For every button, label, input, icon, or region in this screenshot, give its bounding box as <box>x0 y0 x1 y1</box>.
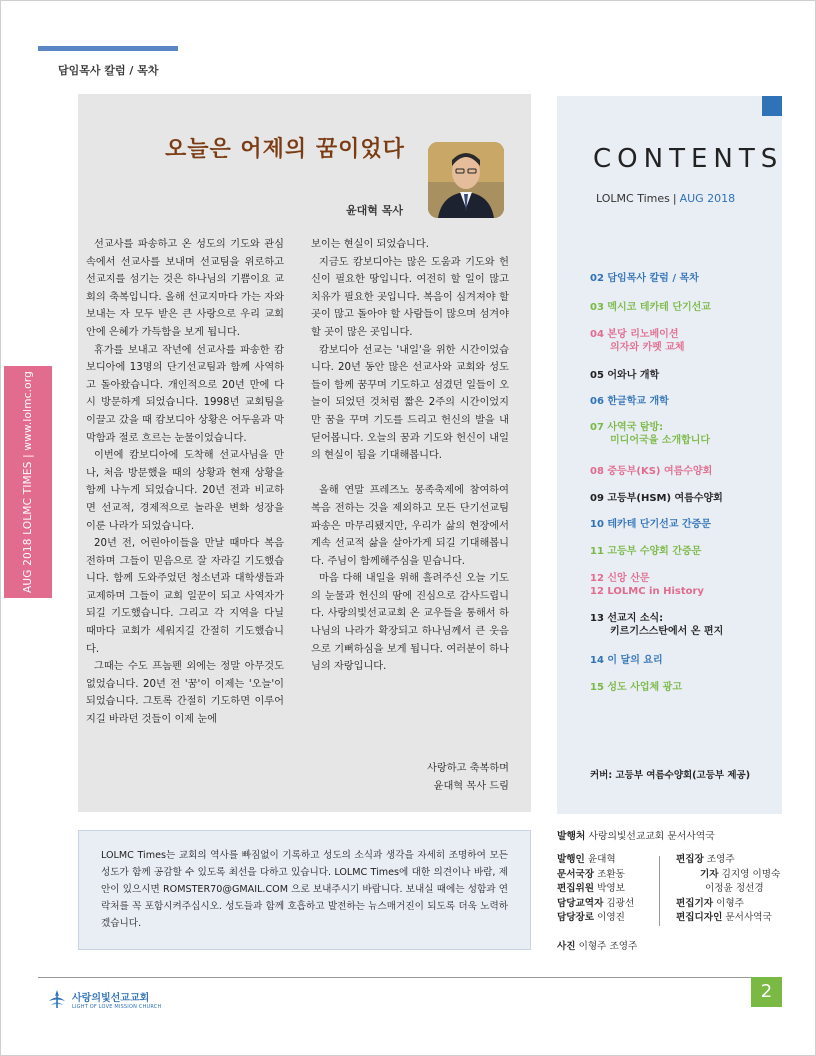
issue-date: AUG 2018 <box>679 192 736 205</box>
staff-row <box>557 897 634 912</box>
church-logo <box>46 988 161 1010</box>
toc-item-text: 09 고등부(HSM) 여름수양회 <box>590 493 723 504</box>
staff-row <box>676 897 780 912</box>
staff-row <box>557 853 634 868</box>
staff-row <box>557 882 634 897</box>
paragraph: 선교사를 파송하고 온 성도의 기도와 관심 속에서 선교사를 보내며 선교팀을 위로하고 선교지를 섬기는 것은 하나님의 기쁨이요 교회의 축복입니다. 올해 선교지마다 가는 자와 보내는 자 모두 받은 큰 사랑으로 우리 교회 안에 은혜가 가득함을 보게 됩니다. <box>86 239 284 338</box>
toc-item-text: 08 중등부(KS) 여름수양회 <box>590 466 713 477</box>
masthead-staff-left <box>557 853 634 926</box>
article-column-right <box>311 236 509 676</box>
toc-item[interactable] <box>590 612 780 638</box>
paragraph: 캄보디아 선교는 '내일'을 위한 시간이었습니다. 20년 동안 많은 선교사와 교회와 성도들이 함께 꿈꾸며 기도하고 섬겼던 일들이 오늘이 되었던 것처럼 짧은 2주의 시간이었지만 꿈을 꾸며 기도를 드리고 헌신의 발을 내딛어봅니다. 오늘의 꿈과 기도와 헌신이 내일의 현실이 됨을 기대해봅니다. <box>311 344 509 462</box>
toc-item-subtext: 미디어국을 소개합니다 <box>610 435 711 446</box>
paragraph: 올해 연말 프레즈노 몽족축제에 참여하여 복음 전하는 것을 제외하고 모든 단기선교팀 파송은 마무리됐지만, 우리가 삶의 현장에서 계속 선교적 삶을 살아가게 되길 기대해봅니다. 주님이 함께해주심을 믿습니다. <box>311 485 509 567</box>
toc-item[interactable] <box>590 301 780 314</box>
toc-item-subtext: 의자와 카펫 교체 <box>610 342 685 353</box>
cover-credit: 커버: 고등부 여름수양회(고등부 제공) <box>590 770 751 781</box>
toc-item-subtext: 12 LOLMC in History <box>590 586 704 597</box>
toc-item[interactable] <box>590 545 780 558</box>
toc-item-text: 07 사역국 탐방: <box>590 422 664 433</box>
church-name: 사랑의빛선교교회 <box>72 992 150 1004</box>
toc-item-text: 10 테카테 단기선교 간증문 <box>590 519 711 530</box>
photo-label: 사진 <box>557 941 576 952</box>
toc-item[interactable] <box>590 328 780 354</box>
toc-item[interactable] <box>590 421 780 447</box>
staff-name: 조영주 <box>706 854 735 865</box>
photo-names: 이형주 조영주 <box>578 941 638 952</box>
editorial-notice: LOLMC Times는 교회의 역사를 빠짐없이 기록하고 성도의 소식과 생각을 자세히 조명하여 모든 성도가 함께 공감할 수 있도록 최선을 다하고 있습니다. LOLMC Times에 대한 의견이나 바람, 제안이 있으시면 ROMSTER70@GMAIL.COM 으로 보내주시기 바랍니다. 보내실 때에는 성함과 연락처를 꼭 포함시켜주십시오. 성도들과 함께 호흡하고 발전하는 뉴스매거진이 되도록 더욱 노력하겠습니다. <box>78 830 531 950</box>
publication-name: LOLMC Times <box>596 192 670 205</box>
staff-name: 문서사역국 <box>725 912 772 924</box>
staff-role: 편집디자인 <box>676 912 723 924</box>
staff-name: 이정윤 정선경 <box>705 883 764 895</box>
toc-item-text: 02 담임목사 칼럼 / 목차 <box>590 273 699 284</box>
paragraph: 휴가를 보내고 작년에 선교사를 파송한 캄보디아에 13명의 단기선교팀과 함께 사역하고 돌아왔습니다. 개인적으로 20년 만에 다시 방문하게 되었습니다. 1998년 교회팀을 이끌고 갔을 때 캄보디아 상황은 어두움과 막막함과 절로 흐르는 눈물이었습니다. <box>86 344 284 444</box>
staff-row <box>557 868 634 883</box>
staff-name: 김지영 이명숙 <box>721 868 781 880</box>
toc-item-text: 15 성도 사업체 광고 <box>590 682 682 693</box>
staff-name: 조환동 <box>597 868 625 880</box>
masthead-staff-right <box>676 853 780 926</box>
toc-item-text: 12 신앙 산문 <box>590 573 650 584</box>
paragraph: 마음 다해 내일을 위해 흘려주신 오늘 기도의 눈물과 헌신의 땀에 진심으로 감사드립니다. 사랑의빛선교교회 온 교우들을 통해서 하나님의 나라가 확장되고 하나님께서 큰 웃음으로 기뻐하심을 보게 됩니다. 여러분이 하나님의 자랑입니다. <box>311 573 509 673</box>
publisher-label: 발행처 <box>557 831 586 842</box>
toc-item[interactable] <box>590 492 780 505</box>
article-column-left <box>86 236 284 729</box>
staff-name: 박영보 <box>597 883 625 895</box>
corner-accent-square <box>762 96 782 116</box>
staff-row <box>676 853 780 868</box>
staff-role: 발행인 <box>557 854 585 865</box>
staff-name: 이형주 <box>716 897 744 909</box>
staff-row <box>676 868 780 883</box>
staff-name: 이영진 <box>597 912 625 924</box>
church-logo-text <box>72 989 161 1010</box>
toc-item[interactable] <box>590 272 780 285</box>
masthead-divider <box>659 856 660 926</box>
staff-row <box>676 882 780 897</box>
toc-item[interactable] <box>590 681 780 694</box>
toc-item-text: 03 멕시코 테카테 단기선교 <box>590 302 711 313</box>
paragraph: 이번에 캄보디아에 도착해 선교사님을 만나, 처음 방문했을 때의 상황과 현재 상황을 함께 나누게 되었습니다. 20년 전과 비교하면 선교적, 경제적으로 놀라운 변화 성장을 이룬 나라가 되었습니다. <box>86 450 284 532</box>
church-name-en: LIGHT OF LOVE MISSION CHURCH <box>72 1003 162 1010</box>
bottom-rule <box>38 977 782 978</box>
staff-role: 담당장로 <box>557 912 595 924</box>
paragraph: 20년 전, 어린아이들을 만날 때마다 복음 전하며 그들이 믿음으로 잘 자라길 기도했습니다. 함께 도와주었던 청소년과 대학생들과 교제하며 그들이 교회 일꾼이 되고 사역자가 되길 기도했습니다. 그리고 각 지역을 다닐 때마다 교회가 세워지길 간절히 기도했습니다. <box>86 538 284 655</box>
staff-role: 문서국장 <box>557 868 595 880</box>
toc-item[interactable] <box>590 518 780 531</box>
photo-credit <box>557 938 637 952</box>
toc-item-text: 14 이 달의 요리 <box>590 655 663 666</box>
toc-item[interactable] <box>590 654 780 667</box>
portrait-image <box>428 142 504 218</box>
page-number: 2 <box>751 977 782 1007</box>
paragraph: 보이는 현실이 되었습니다. <box>311 239 429 250</box>
staff-role: 편집장 <box>676 854 704 865</box>
contents-heading: CONTENTS <box>593 144 784 174</box>
toc-item-text: 05 어와나 개학 <box>590 370 660 381</box>
article-author: 윤대혁 목사 <box>346 204 403 217</box>
staff-name: 윤대혁 <box>587 854 616 865</box>
staff-row <box>557 911 634 926</box>
toc-item-text: 04 본당 리노베이션 <box>590 329 679 340</box>
staff-name: 김광선 <box>606 897 635 909</box>
staff-role: 편집위원 <box>557 883 595 895</box>
toc-item-text: 06 한글학교 개학 <box>590 396 669 407</box>
issue-separator: | <box>672 192 677 205</box>
toc-item[interactable] <box>590 572 780 598</box>
masthead-publisher <box>557 828 715 842</box>
toc-item[interactable] <box>590 369 780 382</box>
section-label: 담임목사 칼럼 / 목차 <box>58 64 159 77</box>
paragraph: 지금도 캄보디아는 많은 도움과 기도와 헌신이 필요한 땅입니다. 여전히 할 일이 많고 치유가 필요한 곳입니다. 복음이 심겨져야 할 곳이 많고 돌아야 할 사람들이 많으며 섬겨야 할 곳이 많은 곳입니다. <box>311 256 509 338</box>
toc-item-text: 13 선교지 소식: <box>590 613 664 624</box>
paragraph: 그때는 수도 프놈펜 외에는 정말 아무것도 없었습니다. 20년 전 '꿈'이 이제는 '오늘'이 되었습니다. 그토록 간절히 기도하면 이루어지길 바라던 것들이 이제 눈에 <box>86 661 284 726</box>
church-logo-icon <box>46 988 68 1010</box>
toc-item[interactable] <box>590 395 780 408</box>
toc-item[interactable] <box>590 465 780 478</box>
side-tab-text: AUG 2018 LOLMC TIMES | www.lolmc.org <box>22 371 34 593</box>
closing-signature: 윤대혁 목사 드림 <box>433 781 509 792</box>
staff-role: 편집기자 <box>676 897 714 909</box>
staff-role: 기자 <box>700 868 719 880</box>
issue-line <box>596 192 735 205</box>
toc-item-text: 11 고등부 수양회 간증문 <box>590 546 702 557</box>
article-title: 오늘은 어제의 꿈이었다 <box>165 137 405 162</box>
staff-role: 담당교역자 <box>557 897 604 909</box>
closing-line: 사랑하고 축복하며 <box>427 763 509 774</box>
article-signoff <box>311 760 509 796</box>
staff-row <box>676 911 780 926</box>
publisher-name: 사랑의빛선교교회 문서사역국 <box>588 831 715 842</box>
top-accent-rule <box>38 46 178 51</box>
toc-item-subtext: 키르기스스탄에서 온 편지 <box>610 626 724 637</box>
author-portrait <box>428 142 504 218</box>
